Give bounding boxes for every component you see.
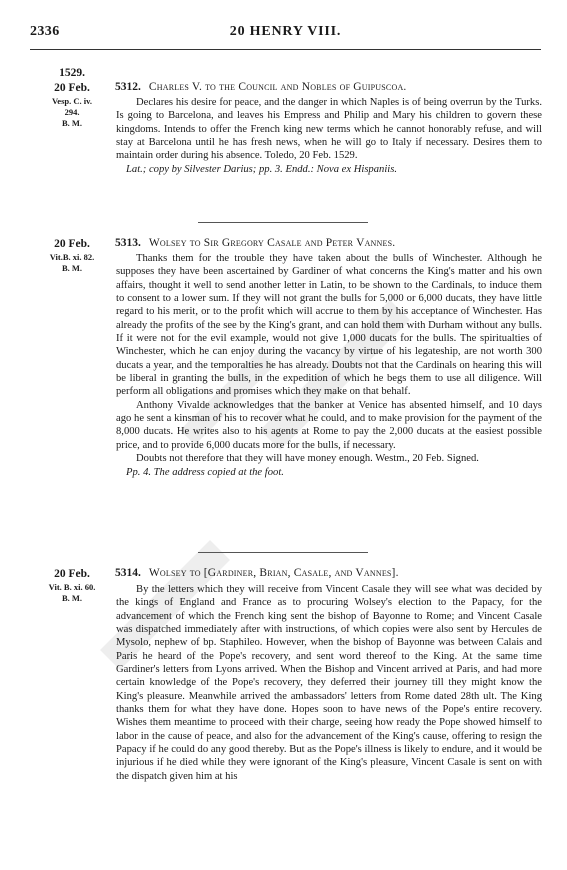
entry-5312-heading	[115, 81, 541, 93]
entry-number: 5312.	[115, 81, 141, 93]
entry-paragraph: Anthony Vivalde acknowledges that the banker at Venice has absented himself, and 10 days ago he sent a kinsman of his to recover what he could, and to make provision for the payment of the 8,000 ducats. He writes also to his agents at Rome to pay the 2,000 ducats at the easiest possible price, and to provide 6,000 ducats more for the bulls, if necessary.	[116, 399, 542, 451]
entry-number: 5314.	[115, 567, 141, 579]
page-number: 2336	[30, 24, 60, 39]
entry-paragraph: By the letters which they will receive from Vincent Casale they will see what was decided by the kings of England and France as to procuring Wolsey's election to the Papacy, for the advancement of which the French king sent the bishop of Bayonne to Rome; and Vincent Casale was dispatched immediately after with instructions, of which copies were also sent by Hercules de Mysolo, nephew of bp. Staphileo. However, when the bishop of Bayonne was between Calais and Paris he heard of the Pope's recovery, and sent word thereof to the King. At the same time Gardiner's letters from Lyons arrived. When the Bishop and Vincent arrived at Paris, and had more certain knowledge of the Pope's recovery, they deferred their journey till they might know the King's pleasure. Meanwhile arrived the ambassadors' letters from Rome dated 28th ult. The King thanks them for what they have done. Hopes soon to have news of the Pope's entire recovery. Wishes them meantime to proceed with their charge, seeing how ready the Pope showed himself to labor in the cause of peace, and also for the advancement of the King's cause, offering to resign the Papacy if he could do any good thereby. But as the Pope's illness is likely to endure, and it would be injurious if he died while they were ignorant of the King's pleasure, Vincent Casale is sent on with the dispatch given him at his	[116, 584, 542, 782]
date-label: 20 Feb.	[54, 82, 90, 94]
source-ref: B. M.	[61, 118, 83, 128]
entry-5313-heading	[115, 237, 541, 249]
entry-5312-margin	[34, 66, 110, 129]
entry-5314-margin	[34, 567, 110, 604]
entry-meta: Pp. 4. The address copied at the foot.	[126, 466, 284, 478]
entry-5314-body	[116, 583, 542, 783]
entry-paragraph: Doubts not therefore that they will have money enough. Westm., 20 Feb. Signed.	[136, 453, 479, 465]
entry-5312-body	[116, 96, 542, 176]
entry-paragraph: Thanks them for the trouble they have taken about the bulls of Winchester. Although he supposes they have been ascertained by Gardiner of what concerns the King's matter and his own affairs, thought it well to send another letter in Latin, to be shown to the Cardinals, to induce them to consent to a lower sum. If they will not grant the bulls for 5,000 or 6,000 ducats, they have little regard to his merit, or to the profit which will accrue to them by his acceptance of Winchester. Has already the profits of the see by the King's grant, and can hold them with Durham without any bulls. If it were not for the evil example, would not give 1,000 ducats for the bulls. The spiritualties of Winchester, which he can enjoy during the vacancy by virtue of his legateship, are not worth 300 ducats a year, and the temporalties he has already. Doubts not that the Cardinals on hearing this will be liberal in granting the bulls, in the expedition of which he begs them to use all diligence. Will perform all obligations and promises which they make on that behalf.	[116, 253, 542, 398]
date-label: 20 Feb.	[54, 238, 90, 250]
entry-paragraph: Declares his desire for peace, and the danger in which Naples is of being overrun by the Turks. Is going to Barcelona, and leaves his Empress and Philip and Mary his children to govern these kingdoms. Intends to offer the French king new terms which he cannot honorably refuse, and will stay at Barcelona until he has fresh news, when he will go to Italy if necessary. Desires them to maintain order during his absence. Toledo, 20 Feb. 1529.	[116, 97, 542, 162]
source-ref: 294.	[64, 107, 80, 117]
entry-title: Charles V. to the Council and Nobles of Guipuscoa.	[148, 81, 407, 93]
source-ref: B. M.	[61, 263, 83, 273]
entry-title: Wolsey to [Gardiner, Brian, Casale, and Vannes].	[148, 567, 399, 579]
header-rule	[30, 49, 541, 50]
entry-5313-body	[116, 252, 542, 479]
entry-5314-heading	[115, 567, 541, 579]
entry-number: 5313.	[115, 237, 141, 249]
source-ref: B. M.	[61, 593, 83, 603]
separator	[198, 222, 368, 223]
entry-meta: Lat.; copy by Silvester Darius; pp. 3. Endd.: Nova ex Hispaniis.	[126, 163, 397, 175]
source-ref: Vit.B. xi. 82.	[49, 252, 95, 262]
running-title: 20 HENRY VIII.	[229, 24, 342, 39]
year-label: 1529.	[59, 67, 85, 79]
entry-title: Wolsey to Sir Gregory Casale and Peter Vannes.	[148, 237, 396, 249]
entry-5313-margin	[34, 237, 110, 274]
date-label: 20 Feb.	[54, 568, 90, 580]
page-header	[30, 24, 541, 46]
source-ref: Vit. B. xi. 60.	[48, 582, 96, 592]
source-ref: Vesp. C. iv.	[51, 96, 93, 106]
separator	[198, 552, 368, 553]
